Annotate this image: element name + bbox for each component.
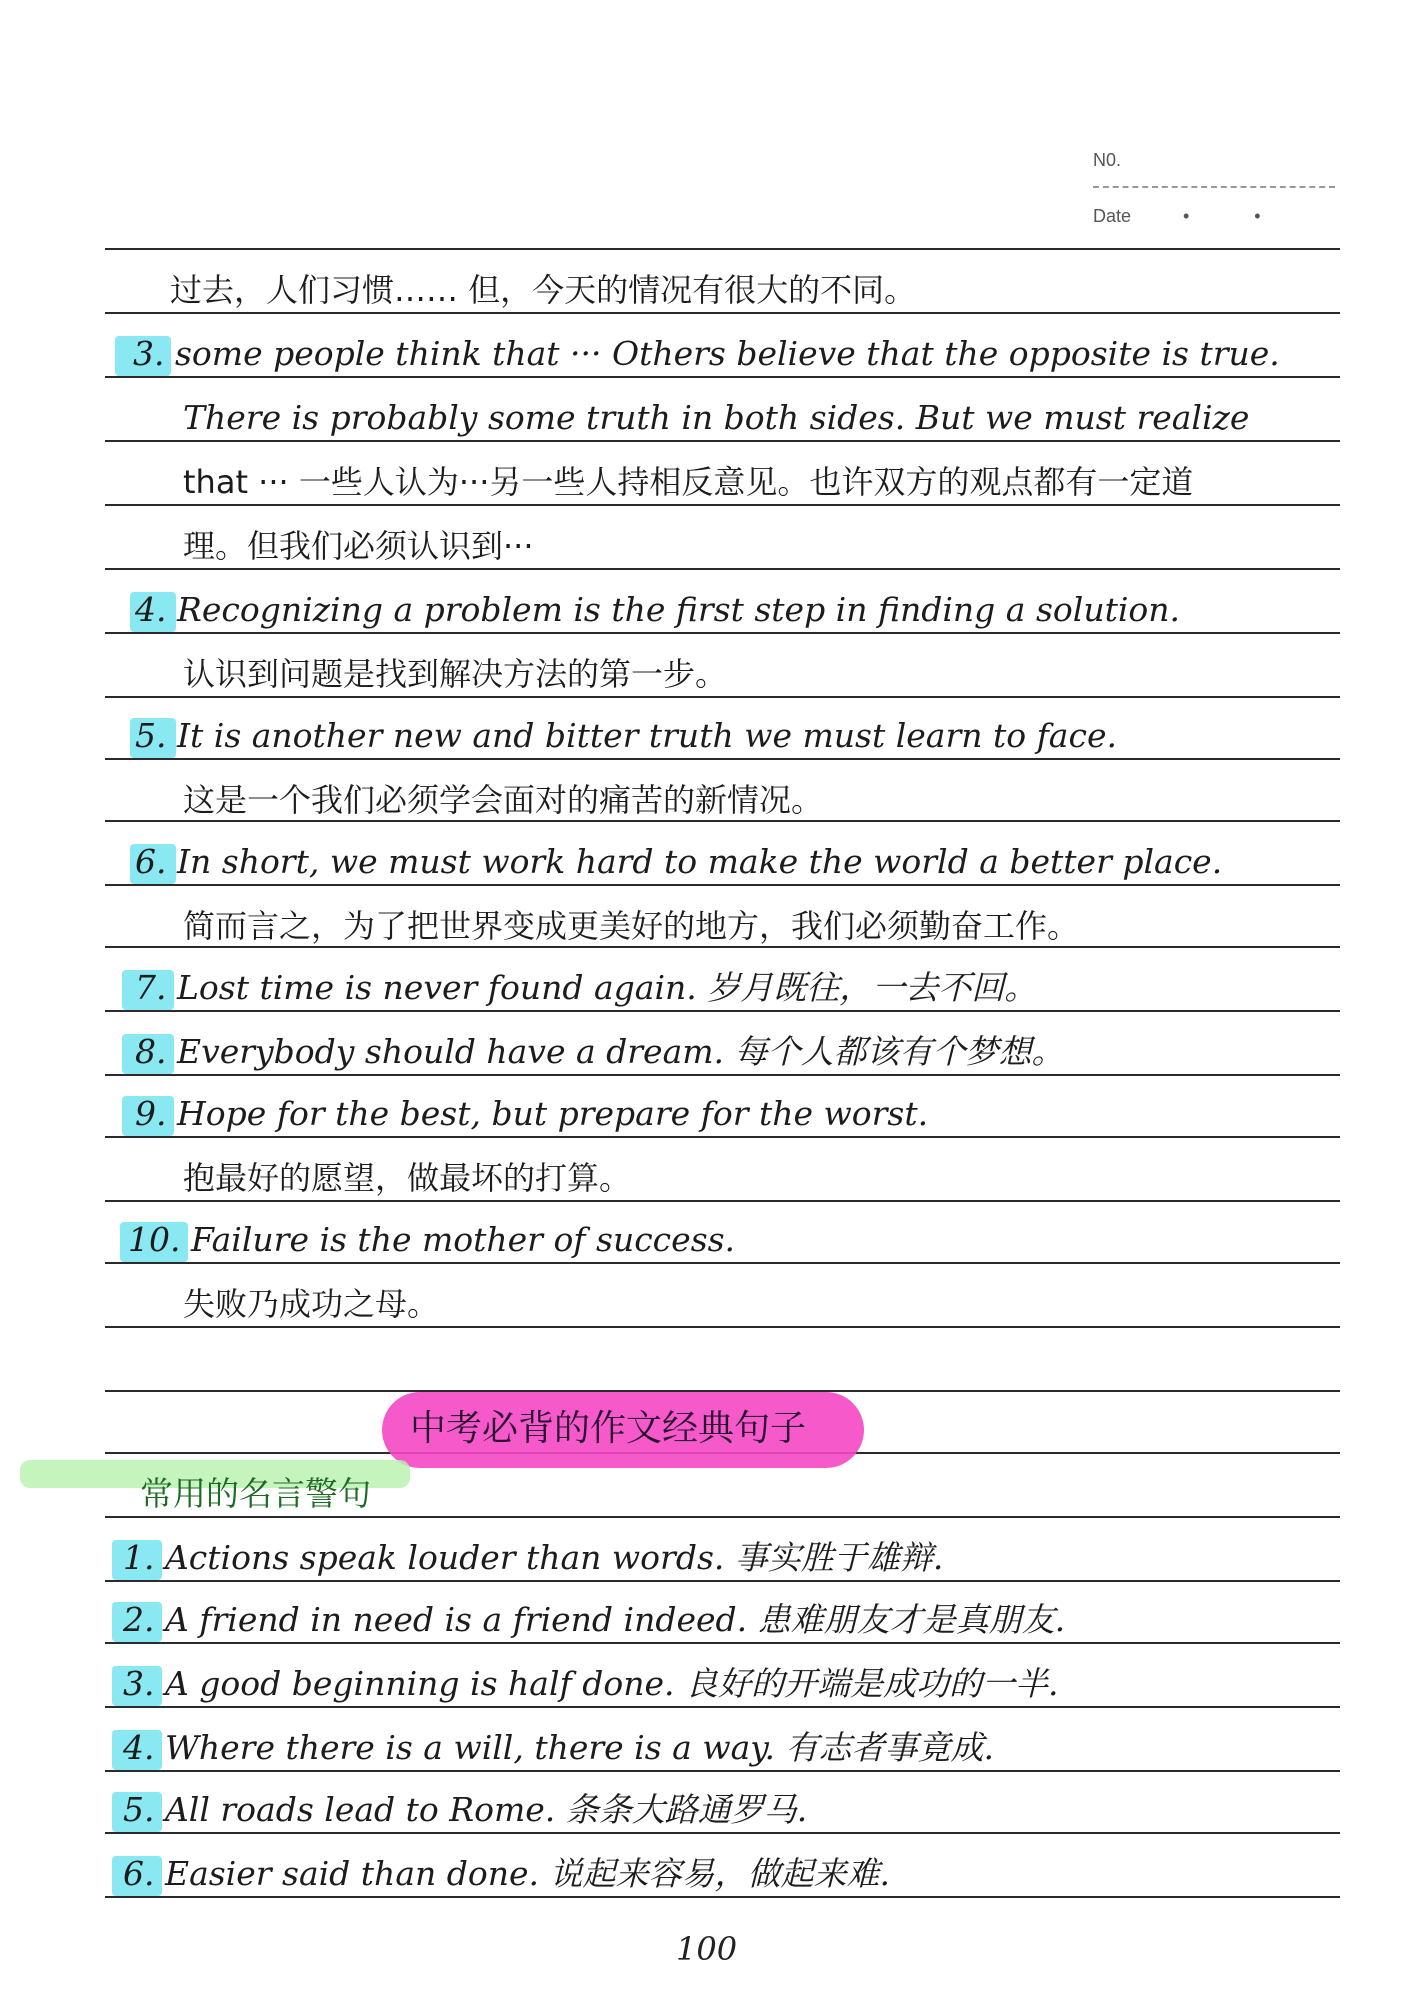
text-line: There is probably some truth in both sides. But we must realize [183,398,1250,437]
text-line: 这是一个我们必须学会面对的痛苦的新情况。 [183,781,824,819]
text-line: 9. Hope for the best, but prepare for the worst. [135,1094,929,1133]
proverb-line: 3. A good beginning is half done. 良好的开端是成功的一半. [123,1664,1059,1703]
ruled-line [105,1642,1340,1644]
ruled-line [105,1896,1340,1898]
ruled-line [105,1136,1340,1138]
ruled-line [105,1074,1340,1076]
proverb-line: 5. All roads lead to Rome. 条条大路通罗马. [123,1790,808,1829]
ruled-line [105,632,1340,634]
ruled-line [105,884,1340,886]
proverb-line: 4. Where there is a will, there is a way. 有志者事竟成. [123,1728,994,1767]
section-title: 中考必背的作文经典句子 [410,1408,807,1449]
subheading: 常用的名言警句 [140,1474,371,1513]
text-line: 认识到问题是找到解决方法的第一步。 [183,655,728,693]
text-line: 3. some people think that ··· Others believe that the opposite is true. [133,334,1280,373]
text-line: 10. Failure is the mother of success. [128,1220,736,1259]
ruled-line [105,248,1340,250]
text-line: 过去，人们习惯…… 但，今天的情况有很大的不同。 [170,271,917,309]
proverb-line: 6. Easier said than done. 说起来容易，做起来难. [123,1854,890,1893]
proverb-line: 1. Actions speak louder than words. 事实胜于雄辩. [123,1538,944,1577]
text-line: 7. Lost time is never found again. 岁月既往，一去不回。 [135,968,1038,1007]
header-number-label: N0. [1093,150,1122,170]
ruled-line [105,440,1340,442]
text-line: 4. Recognizing a problem is the first step in finding a solution. [135,590,1180,629]
ruled-line [105,1326,1340,1328]
ruled-line [105,1832,1340,1834]
text-line: 6. In short, we must work hard to make the world a better place. [135,842,1223,881]
ruled-line [105,504,1340,506]
proverb-line: 2. A friend in need is a friend indeed. 患难朋友才是真朋友. [123,1600,1066,1639]
text-line: 简而言之，为了把世界变成更美好的地方，我们必须勤奋工作。 [183,907,1080,945]
ruled-line [105,1516,1340,1518]
header-divider [1093,186,1335,188]
page-number: 100 [676,1930,738,1968]
text-line: 理。但我们必须认识到··· [183,527,534,565]
ruled-line [105,376,1340,378]
ruled-line [105,1580,1340,1582]
text-line: 抱最好的愿望，做最坏的打算。 [183,1159,632,1197]
ruled-line [105,312,1340,314]
header-date-dots: • • [1183,206,1291,226]
ruled-line [105,1706,1340,1708]
text-line: that ··· 一些人认为···另一些人持相反意见。也许双方的观点都有一定道 [183,463,1194,501]
ruled-line [105,1770,1340,1772]
text-line: 失败乃成功之母。 [183,1285,440,1323]
header-date-label: Date [1093,206,1132,226]
ruled-line [105,696,1340,698]
ruled-line [105,758,1340,760]
ruled-line [105,1262,1340,1264]
ruled-line [105,1010,1340,1012]
ruled-line [105,1200,1340,1202]
text-line: 5. It is another new and bitter truth we must learn to face. [135,716,1117,755]
text-line: 8. Everybody should have a dream. 每个人都该有个梦想。 [135,1032,1065,1071]
ruled-line [105,568,1340,570]
